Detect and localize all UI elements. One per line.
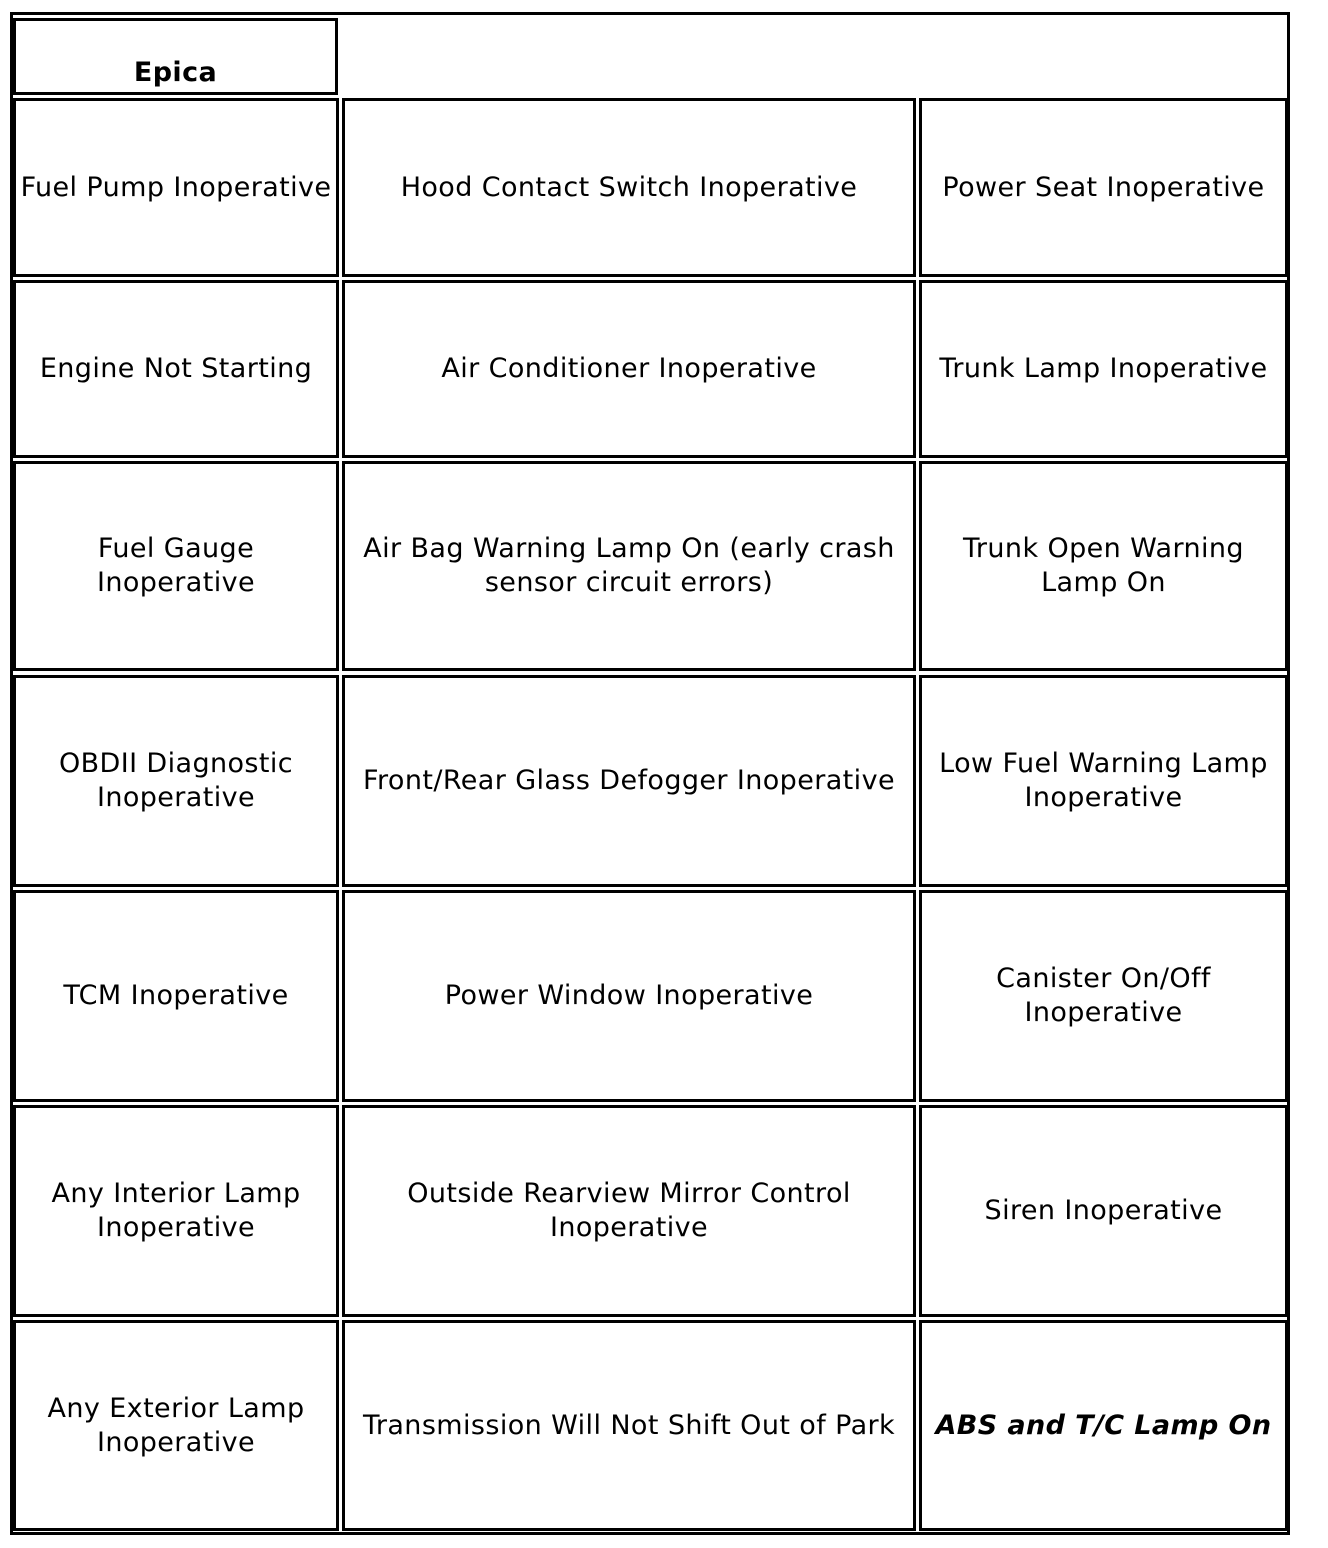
table-cell-right [919, 1320, 1288, 1531]
table-cell-label: Power Seat Inoperative [942, 171, 1265, 203]
table-cell-label: Canister On/Off Inoperative [996, 963, 1211, 1028]
table-cell-middle [342, 890, 916, 1102]
table-cell-label: Any Exterior Lamp Inoperative [47, 1392, 305, 1458]
table-cell-middle [342, 98, 916, 277]
table-cell-right [919, 890, 1288, 1102]
table-cell-left [13, 461, 339, 671]
table-cell-label: TCM Inoperative [63, 980, 289, 1011]
table-cell-label: Fuel Gauge Inoperative [96, 533, 256, 598]
table-cell-label: Outside Rearview Mirror Control Inoperative [407, 1178, 851, 1243]
table-cell-right [919, 675, 1288, 887]
table-cell-left [13, 98, 339, 277]
table-cell-middle [342, 675, 916, 887]
table-cell-label: Hood Contact Switch Inoperative [400, 171, 858, 203]
table-cell-label: Transmission Will Not Shift Out of Park [362, 1409, 896, 1441]
table-cell-label: Power Window Inoperative [444, 980, 814, 1011]
table-cell-label: Front/Rear Glass Defogger Inoperative [363, 765, 895, 796]
table-cell-label: Siren Inoperative [984, 1195, 1223, 1226]
table-cell-label: Trunk Open Warning Lamp On [963, 533, 1244, 598]
table-cell-middle [342, 280, 916, 458]
table-cell-label: Air Bag Warning Lamp On (early crash sensor circuit errors) [363, 533, 895, 598]
table-cell-label: Any Interior Lamp Inoperative [51, 1178, 301, 1243]
table-cell-left [13, 1320, 339, 1531]
table-cell-left [13, 675, 339, 887]
table-cell-label: Engine Not Starting [39, 353, 313, 384]
table-cell-label: Low Fuel Warning Lamp Inoperative [939, 748, 1268, 813]
table-cell-label: Trunk Lamp Inoperative [939, 353, 1268, 384]
table-cell-middle [342, 1105, 916, 1317]
table-cell-left [13, 890, 339, 1102]
table-cell-label: Air Conditioner Inoperative [441, 353, 817, 384]
table-cell-right [919, 280, 1288, 458]
table-cell-left [13, 1105, 339, 1317]
table-cell-label: OBDII Diagnostic Inoperative [58, 748, 294, 813]
table-cell-left [13, 280, 339, 458]
table-cell-middle [342, 461, 916, 671]
table-cell-label: Fuel Pump Inoperative [20, 171, 332, 203]
table-cell-right [919, 98, 1288, 277]
table-header-cell [13, 18, 338, 95]
table-cell-label: ABS and T/C Lamp On [935, 1409, 1272, 1441]
table-header-label: Epica [133, 57, 218, 88]
table-cell-middle [342, 1320, 916, 1531]
table-cell-right [919, 1105, 1288, 1317]
table-cell-right [919, 461, 1288, 671]
